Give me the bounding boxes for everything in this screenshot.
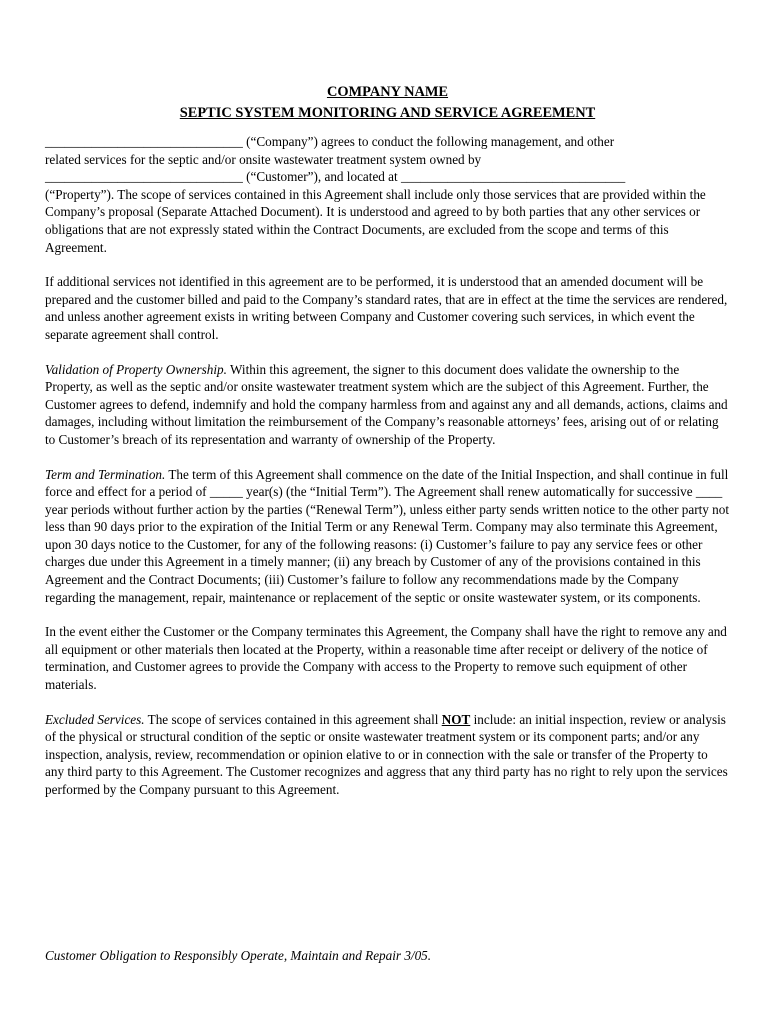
intro-line-1: (“Company”) agrees to conduct the following management, and other xyxy=(242,134,615,149)
excluded-body-pre: The scope of services contained in this agreement shall xyxy=(144,711,442,727)
termination-event-paragraph: In the event either the Customer or the Company terminates this Agreement, the Company shall have the right to remove any and all equipment or other materials then located at the Property, within a reasonable time after receipt or delivery of the notice of termination, and Customer agrees to provide the Company with access to the Property to remove such equipment of other materials. xyxy=(45,624,727,693)
not-emphasis: NOT xyxy=(441,711,471,727)
validation-paragraph xyxy=(45,361,730,449)
term-heading: Term and Termination. xyxy=(45,466,166,482)
excluded-services-paragraph xyxy=(45,711,730,799)
document-footer: Customer Obligation to Responsibly Operate, Maintain and Repair 3/05. xyxy=(45,948,432,963)
intro-paragraph xyxy=(45,133,730,256)
excluded-heading: Excluded Services. xyxy=(45,711,145,727)
agreement-title: SEPTIC SYSTEM MONITORING AND SERVICE AGREEMENT xyxy=(179,105,596,121)
customer-blank-line: ______________________________ xyxy=(45,169,243,185)
additional-services-paragraph: If additional services not identified in this agreement are to be performed, it is understood that an amended document will be prepared and the customer billed and paid to the Company’s standard rates, that are in effect at the time the services are rendered, and unless another agreement exists in writing between Company and Customer covering such services, in which event the separate agreement shall control. xyxy=(45,274,728,342)
excluded-body-post: include: an initial inspection, review or analysis of the physical or structural condition of the septic or onsite wastewater treatment system or its component parts; and/or any inspection, analysis, review, recommendation or opinion elative to or in connection with the sale or transfer of the Property to any third party to this Agreement. The Customer recognizes and aggress that any third party has no right to rely upon the services performed by the Company pursuant to this Agreement. xyxy=(45,711,728,797)
validation-heading: Validation of Property Ownership. xyxy=(45,361,227,377)
company-name-title: COMPANY NAME xyxy=(326,84,449,100)
company-blank-line: ______________________________ xyxy=(45,134,243,149)
validation-body: Within this agreement, the signer to this document does validate the ownership to the Property, as well as the septic and/or onsite wastewater treatment system which are the subject of this Agreement. Further, the Customer agrees to defend, indemnify and hold the company harmless from and against any and all demands, actions, claims and damages, including without limitation the reimbursement of the Company’s reasonable attorneys’ fees, arising out of or relating to Customer’s breach of its representation and warranty of ownership of the Property. xyxy=(45,361,728,447)
document-header xyxy=(45,82,730,124)
location-blank-line: __________________________________ xyxy=(401,169,626,185)
term-paragraph xyxy=(45,466,730,607)
intro-line-4: (“Property”). The scope of services contained in this Agreement shall include only those services that are provided within the Company’s proposal (Separate Attached Document). It is understood and agreed to by both parties that any other services or obligations that are not expressly stated within the Contract Documents, are excluded from the scope and terms of this Agreement. xyxy=(45,186,706,255)
intro-line-2: related services for the septic and/or onsite wastewater treatment system owned by xyxy=(45,151,482,167)
term-body: The term of this Agreement shall commence on the date of the Initial Inspection, and shall continue in full force and effect for a period of _____ year(s) (the “Initial Term”). The Agreement shall renew automatically for successive ____ year periods without further action by the parties (“Renewal Term”), unless either party sends written notice to the other party not less than 90 days prior to the expiration of the Initial Term or any Renewal Term. Company may also terminate this Agreement, upon 30 days notice to the Customer, for any of the following reasons: (i) Customer’s failure to pay any service fees or other charges due under this Agreement in a timely manner; (ii) any breach by Customer of any of the provisions contained in this Agreement and the Contract Documents; (iii) Customer’s failure to follow any recommendations made by the Company regarding the management, repair, maintenance or replacement of the septic or onsite wastewater system, or its components. xyxy=(45,466,729,605)
intro-line-3: (“Customer”), and located at xyxy=(242,169,401,185)
document-page xyxy=(45,82,730,816)
